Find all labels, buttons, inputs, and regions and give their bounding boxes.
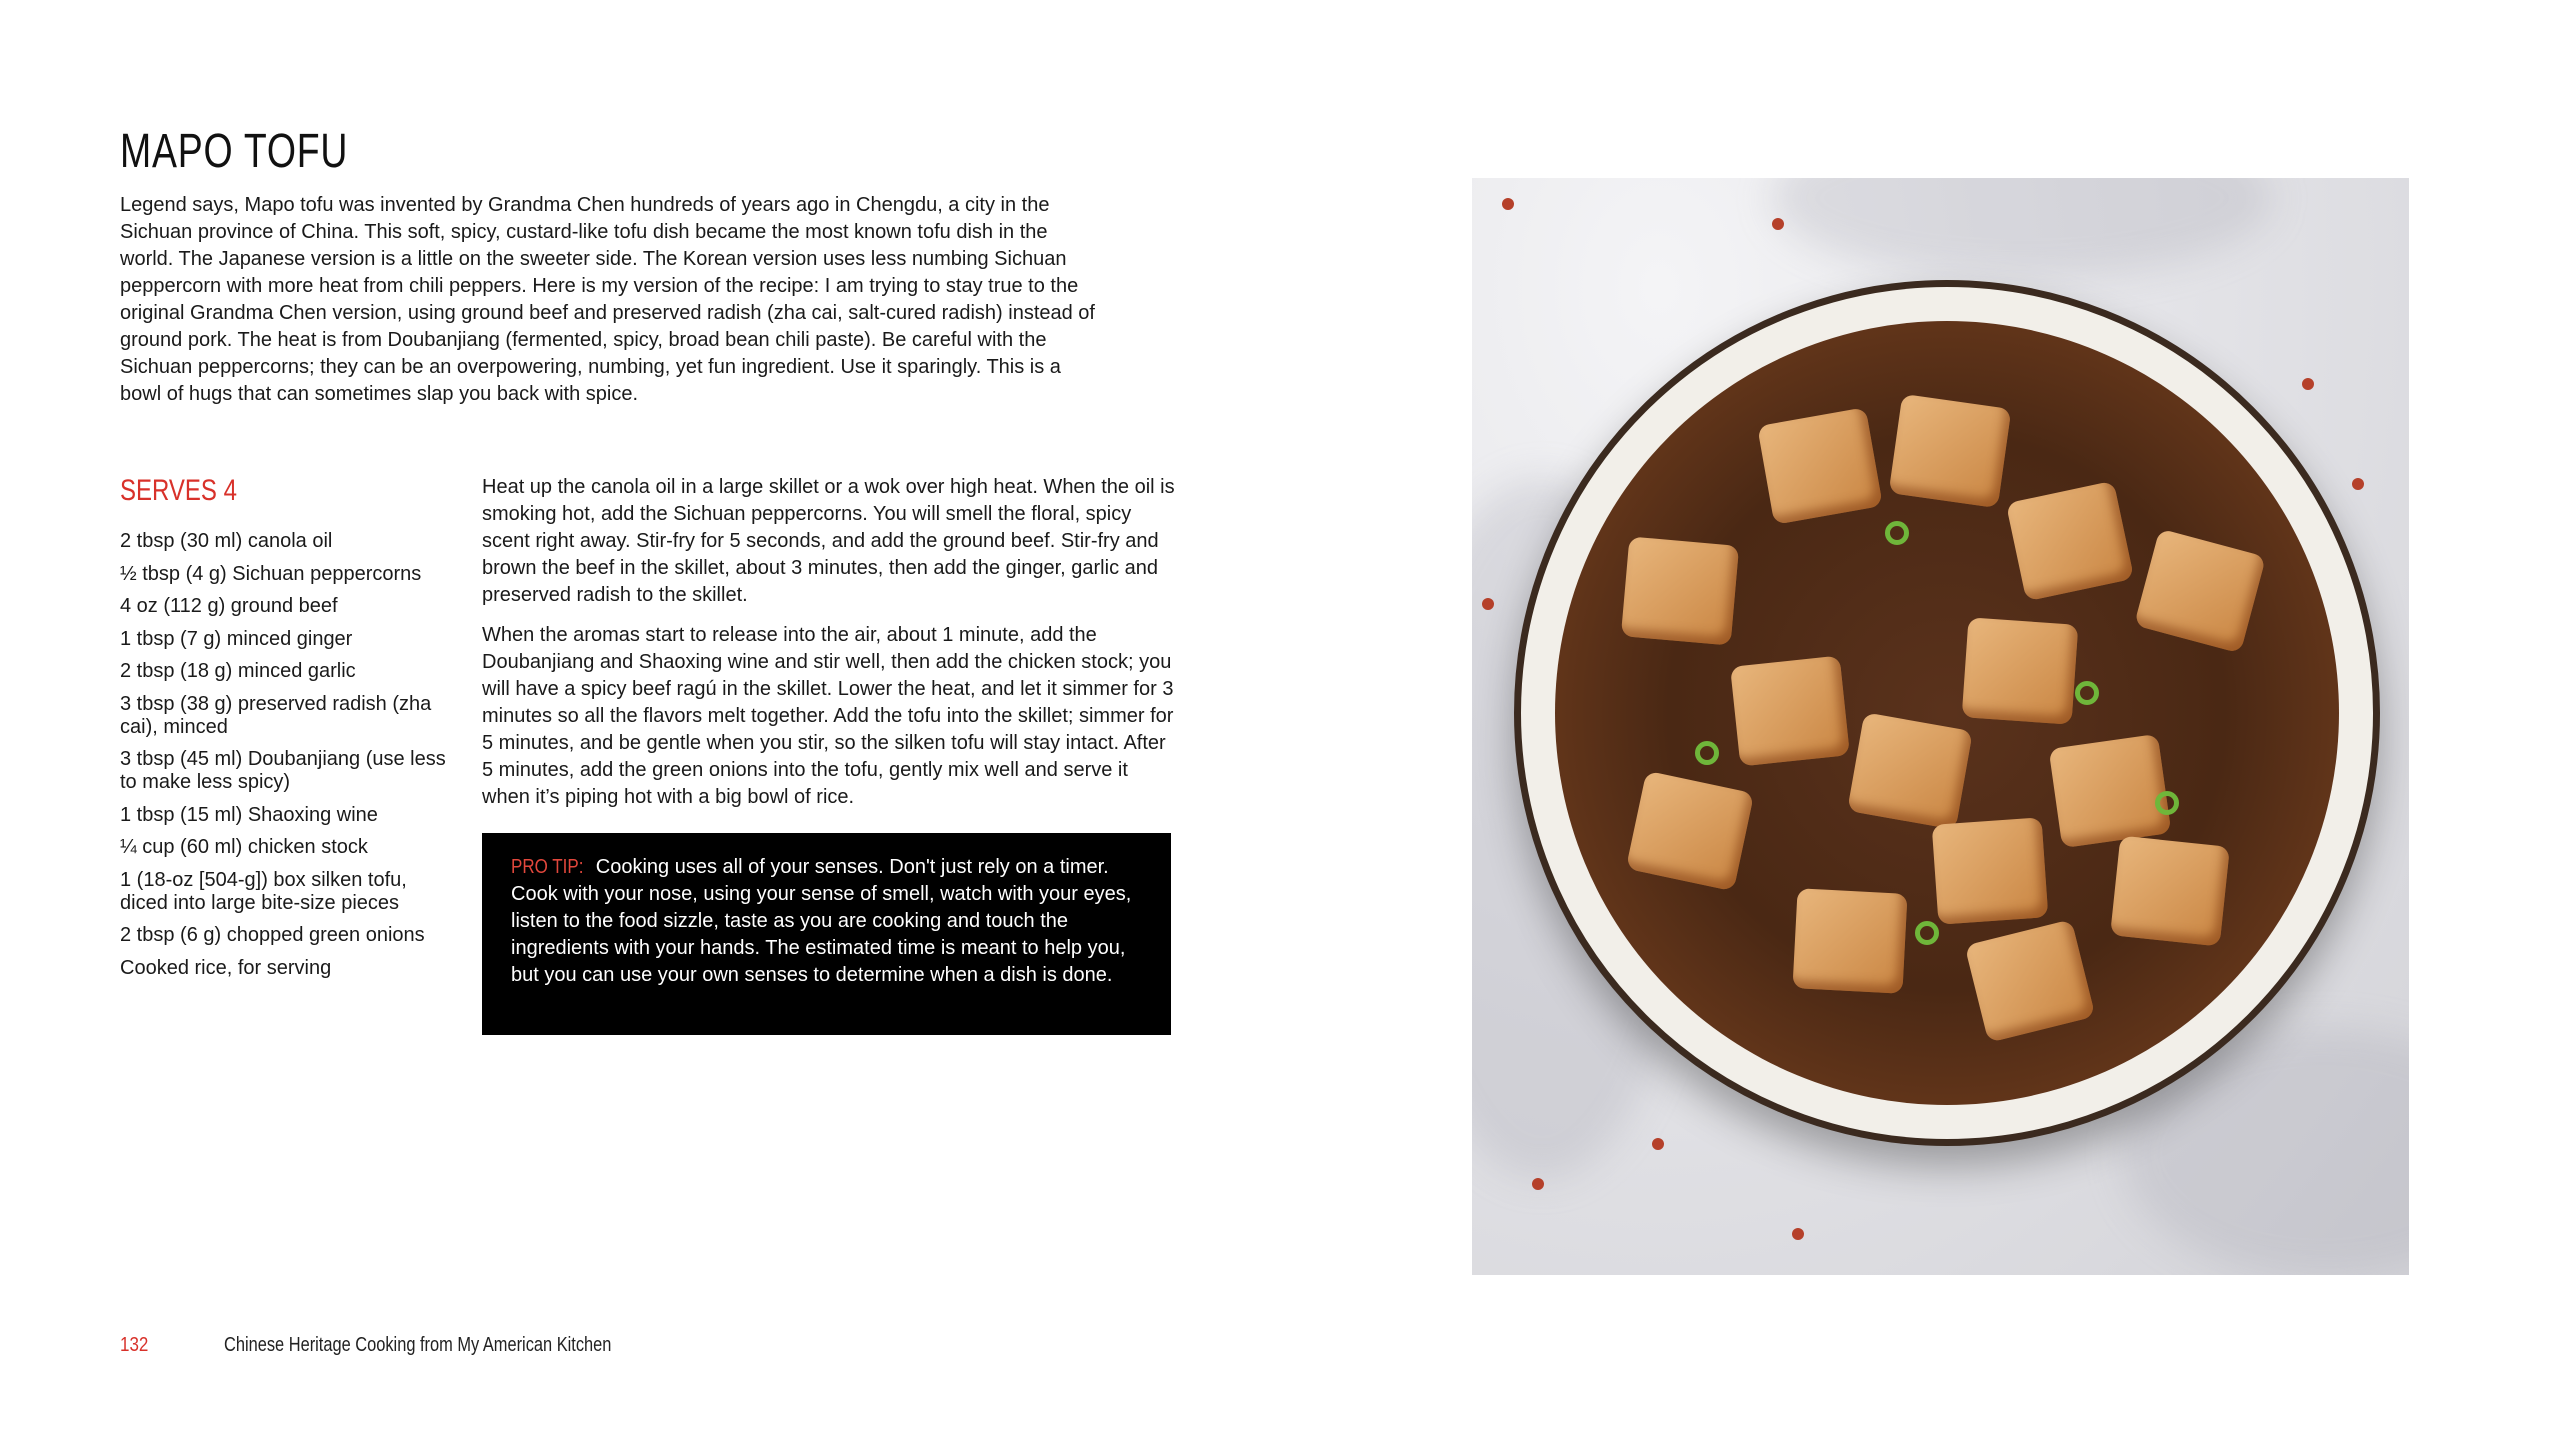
ingredient-item: 3 tbsp (38 g) preserved radish (zha cai), minced: [120, 692, 432, 738]
ingredient-item: 2 tbsp (18 g) minced garlic: [120, 660, 356, 682]
serves-heading: SERVES 4: [120, 474, 237, 507]
bowl: [1514, 280, 2380, 1146]
recipe-title: MAPO TOFU: [120, 125, 349, 178]
ingredient-item: 1 (18-oz [504-g]) box silken tofu, diced into large bite-size pieces: [120, 868, 407, 914]
ingredient-item: 1 tbsp (15 ml) Shaoxing wine: [120, 803, 378, 826]
pro-tip-label: PRO TIP:: [511, 856, 584, 878]
ingredient-item: Cooked rice, for serving: [120, 956, 332, 979]
ingredient-item: 2 tbsp (6 g) chopped green onions: [120, 924, 425, 946]
method-steps: [482, 474, 1177, 824]
recipe-intro: Legend says, Mapo tofu was invented by Grandma Chen hundreds of years ago in Chengdu, a city in the Sichuan province of China. This soft, spicy, custard-like tofu dish became the most known tofu dish in the world. The Japanese version is a little on the sweeter side. The Korean version uses less numbing Sichuan peppercorn with more heat from chili peppers. Here is my version of the recipe: I am trying to stay true to the original Grandma Chen version, using ground beef and preserved radish (zha cai, salt-cured radish) instead of ground pork. The heat is from Doubanjiang (fermented, spicy, broad bean chili paste). Be careful with the Sichuan peppercorns; they can be an overpowering, numbing, yet fun ingredient. Use it sparingly. This is a bowl of hugs that can sometimes slap you back with spice.: [120, 194, 1095, 405]
pro-tip-box: [482, 833, 1171, 1035]
ingredient-item: 2 tbsp (30 ml) canola oil: [120, 530, 333, 552]
ingredient-list: [120, 530, 460, 989]
method-step: Heat up the canola oil in a large skillet or a wok over high heat. When the oil is smoking hot, add the Sichuan peppercorns. You will smell the floral, spicy scent right away. Stir-fry for 5 seconds, and add the ground beef. Stir-fry and brown the beef in the skillet, about 3 minutes, then add the ginger, garlic and preserved radish to the skillet.: [482, 476, 1175, 606]
food: [1555, 321, 2339, 1105]
ingredient-item: 4 oz (112 g) ground beef: [120, 595, 338, 617]
method-step: When the aromas start to release into the air, about 1 minute, add the Doubanjiang and Shaoxing wine and stir well, then add the chicken stock; you will have a spicy beef ragú in the skillet. Lower the heat, and let it simmer for 3 minutes so all the flavors melt together. Add the tofu into the skillet; simmer for 5 minutes, and be gentle when you stir, so the silken tofu will stay intact. After 5 minutes, add the green onions into the tofu, gently mix well and serve it when it’s piping hot with a big bowl of rice.: [482, 624, 1174, 808]
mapo-tofu-photo: [1472, 178, 2409, 1275]
ingredient-item: ¼ cup (60 ml) chicken stock: [120, 836, 368, 858]
pro-tip-text: Cooking uses all of your senses. Don't just rely on a timer. Cook with your nose, using your sense of smell, watch with your eyes, listen to the food sizzle, taste as you are cooking and touch the ingredients with your hands. The estimated time is meant to help you, but you can use your own senses to determine when a dish is done.: [511, 856, 1132, 986]
page-number: 132: [120, 1334, 149, 1356]
ingredient-item: ½ tbsp (4 g) Sichuan peppercorns: [120, 562, 422, 585]
ingredient-item: 3 tbsp (45 ml) Doubanjiang (use less to make less spicy): [120, 748, 446, 793]
book-title: Chinese Heritage Cooking from My American Kitchen: [224, 1334, 612, 1356]
ingredient-item: 1 tbsp (7 g) minced ginger: [120, 627, 353, 650]
